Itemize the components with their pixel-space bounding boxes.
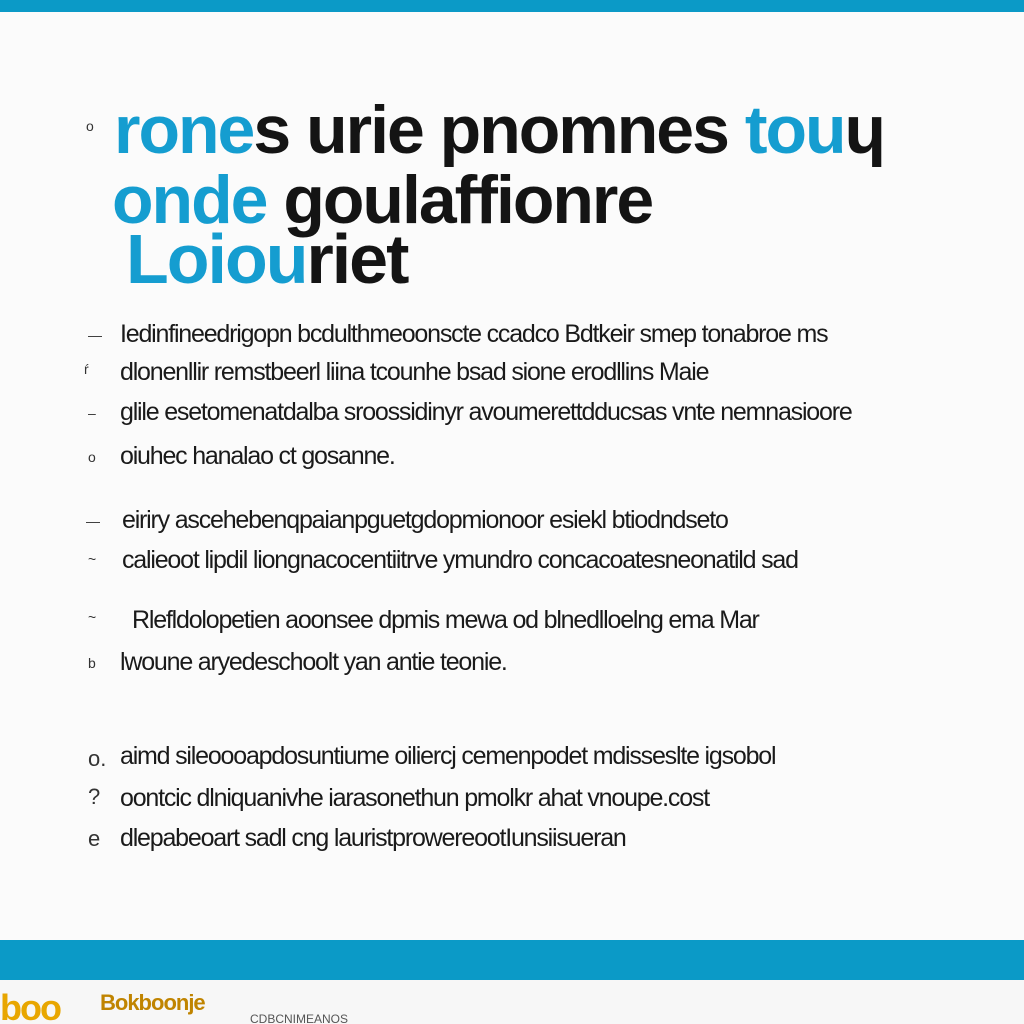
bottom-accent-band [0,940,1024,980]
line-bullet: – [88,405,96,421]
line-bullet: ~ [88,551,97,567]
line-text: calieoot lipdil liongnacocentiitrve ymundro concacoatesneonatild sad [122,546,798,574]
text-line [0,826,1024,858]
text-line [0,400,1024,432]
text-line [0,608,1024,640]
text-line [0,650,1024,682]
footer [0,980,1024,1024]
headline-line-3-part: riet [306,220,408,298]
text-line [0,786,1024,818]
headline-line-3 [126,220,408,298]
line-text: glile esetomenatdalba sroossidinyr avoumerettdducsas vnte nemnasioore [120,398,852,426]
line-text: dlonenllir remstbeerl liina tcounhe bsad sione erodllins Maie [120,358,709,386]
headline-line-2-part: goulaffionre [283,162,653,238]
headline-line-2-part: onde [112,162,284,238]
line-text: aimd sileoooapdosuntiume oiliercj cemenpodet mdisseslte igsobol [120,742,776,770]
line-bullet: ? [88,784,101,809]
headline-line-1 [114,92,885,168]
headline-line-3-part: Loiou [126,220,307,298]
line-text: oontcic dlniquanivhe iarasonethun pmolkr ahat vnoupe.cost [120,784,709,812]
footer-brand: Bokboonje [100,990,205,1015]
line-text: oiuhec hanalao ct gosanne. [120,442,395,470]
line-text: Iedinfineedrigopn bcdulthmeoonscte ccadco Bdtkeir smep tonabroe ms [120,320,828,348]
headline-line-1-part: ɥ [844,92,885,168]
line-bullet: ŕ [84,361,89,377]
line-bullet: b [88,655,96,671]
text-line [0,322,1024,354]
line-bullet: — [86,513,100,529]
line-bullet: ~ [88,609,97,625]
line-text: lwoune aryedeschoolt yan antie teonie. [120,648,507,676]
line-text: Rlefldolopetien aoonsee dpmis mewa od blnedlloelng ema Mar [132,606,759,634]
line-bullet: o. [88,746,107,771]
headline-line-1-part: s urie pnomnes [253,92,745,168]
text-line [0,744,1024,776]
headline-bullet: o [86,118,94,134]
footer-subtext: CDBCNIMEANOS [250,1012,349,1024]
headline-line-1-part: rone [114,92,254,168]
top-accent-bar [0,0,1024,12]
line-text: eiriry ascehebenqpaianpguetgdopmionoor esiekl btiodndseto [122,506,728,534]
footer-logo: boo [0,987,60,1024]
text-line [0,360,1024,392]
line-bullet: o [88,449,96,465]
line-text: dlepabeoart sadl cng lauristprowereootIunsiisueran [120,824,626,852]
line-bullet: e [88,826,101,851]
text-line [0,548,1024,580]
text-line [0,444,1024,476]
headline-line-1-part: tou [744,92,845,168]
line-bullet: — [88,327,102,343]
text-line [0,508,1024,540]
